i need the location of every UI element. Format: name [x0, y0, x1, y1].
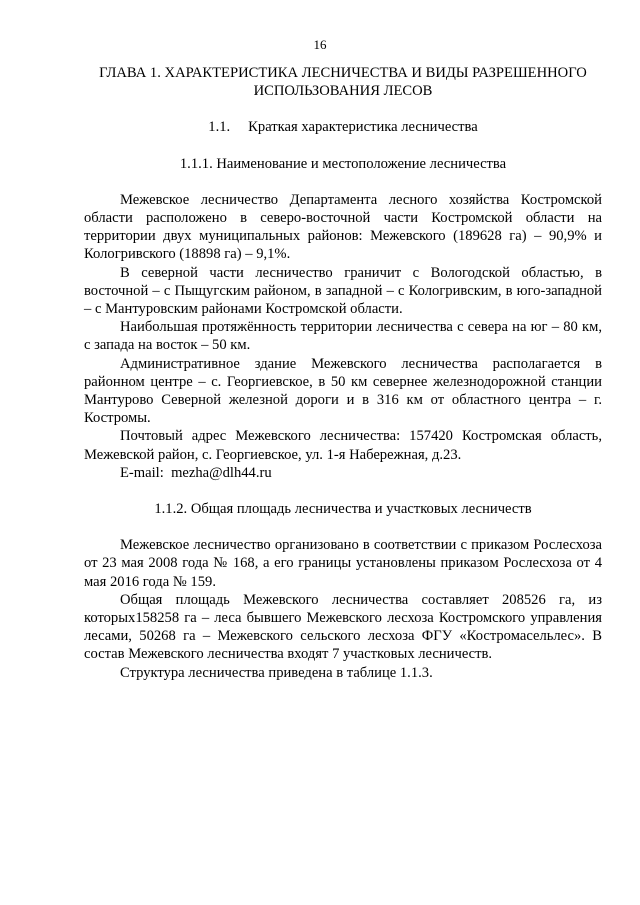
- paragraph: Административное здание Межевского лесничества располагается в районном центре – с. Георгиевское, в 50 км севернее железнодорожной станции Мантурово Северной железной дороги и в 316 км от областного центра – г. Костромы.: [84, 355, 602, 427]
- section-number: 1.1.: [208, 119, 231, 136]
- paragraph: Общая площадь Межевского лесничества составляет 208526 га, из которых158258 га – леса бывшего Межевского лесхоза Костромского управления лесами, 50268 га – Межевского сельского лесхоза ФГУ «Костромасельлес». В состав Межевского лесничества входят 7 участковых лесничеств.: [84, 591, 602, 663]
- paragraph: В северной части лесничество граничит с Вологодской областью, в восточной – с Пыщугским районом, в западной – с Кологривским, в юго-западной – с Мантуровским районами Костромской области.: [84, 264, 602, 318]
- chapter-title: ГЛАВА 1. ХАРАКТЕРИСТИКА ЛЕСНИЧЕСТВА И ВИДЫ РАЗРЕШЕННОГО ИСПОЛЬЗОВАНИЯ ЛЕСОВ: [99, 65, 587, 100]
- email-line: [84, 464, 602, 482]
- paragraph: Почтовый адрес Межевского лесничества: 157420 Костромская область, Межевской район, с. Георгиевское, ул. 1-я Набережная, д.23.: [84, 428, 602, 463]
- paragraph: Наибольшая протяжённость территории лесничества с севера на юг – 80 км, с запада на восток – 50 км.: [84, 319, 602, 354]
- subsection-heading-1-1-1: 1.1.1. Наименование и местоположение лесничества: [179, 155, 507, 172]
- paragraph: Межевское лесничество организовано в соответствии с приказом Рослесхоза от 23 мая 2008 года № 168, а его границы установлены приказом Рослесхоза от 4 мая 2016 года № 159.: [84, 537, 602, 590]
- page-content: [84, 64, 602, 682]
- paragraph: Межевское лесничество Департамента лесного хозяйства Костромской области расположено в северо-восточной части Костромской области на территории двух муниципальных районов: Межевского (189628 га) – 90,9% и Кологривского (18898 га) – 9,1%.: [84, 191, 602, 263]
- page-number: 16: [313, 37, 327, 52]
- subsection-1-1-2-body: [84, 536, 602, 682]
- subsection-heading-1-1-2: 1.1.2. Общая площадь лесничества и участковых лесничеств: [154, 501, 532, 518]
- email-link[interactable]: mezha@dlh44.ru: [171, 464, 272, 481]
- subsection-1-1-1-body: [84, 191, 602, 482]
- email-label: E-mail:: [120, 464, 164, 481]
- section-title: Краткая характеристика лесничества: [248, 119, 478, 136]
- section-heading-1-1: [84, 118, 602, 136]
- paragraph: Структура лесничества приведена в таблице 1.1.3.: [120, 664, 433, 681]
